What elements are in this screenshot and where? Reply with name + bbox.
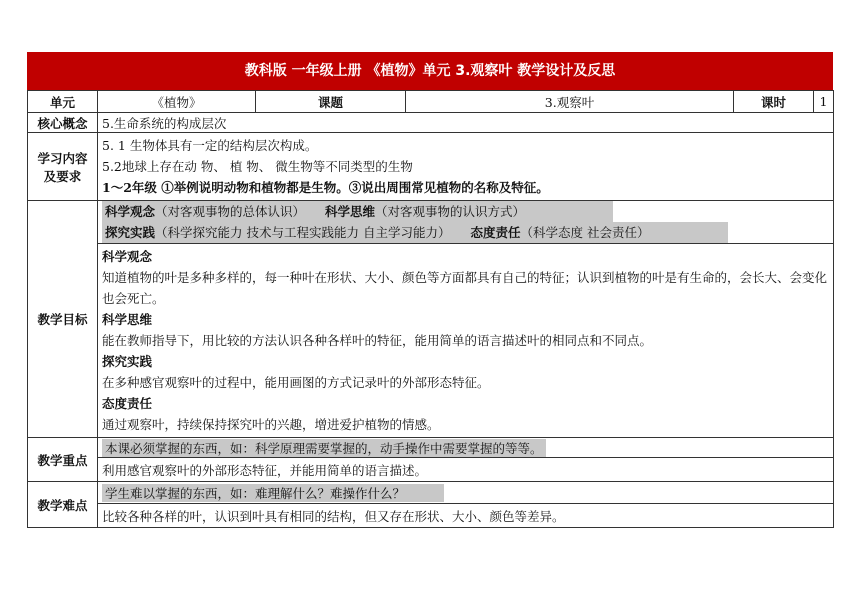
learning-label-line1: 学习内容 (37, 150, 88, 166)
science-thinking-desc: （对客观事物的认识方式） (375, 204, 526, 219)
learning-label-line2: 及要求 (43, 168, 82, 184)
goal-3-text: 在多种感官观察叶的过程中，能用画图的方式记录叶的外部形态特征。 (102, 375, 490, 390)
focus-text-row (28, 458, 834, 482)
goals-body (98, 244, 834, 438)
difficulty-text: 比较各种各样的叶，认识到叶具有相同的结构，但又存在形状、大小、颜色等差异。 (98, 504, 834, 528)
inquiry-practice-tag: 探究实践 (105, 225, 156, 240)
difficulty-hint: 学生难以掌握的东西，如：难理解什么？难操作什么？ (102, 484, 444, 502)
period-label: 课时 (734, 91, 814, 113)
learning-line-2: 5.2地球上存在动 物、 植 物、 微生物等不同类型的生物 (102, 159, 413, 174)
goal-4-text: 通过观察叶，持续保持探究叶的兴趣，增进爱护植物的情感。 (102, 417, 440, 432)
science-concept-tag: 科学观念 (105, 204, 156, 219)
unit-row (28, 91, 834, 113)
focus-hint: 本课必须掌握的东西，如：科学原理需要掌握的，动手操作中需要掌握的等等。 (102, 439, 546, 457)
science-thinking-tag: 科学思维 (325, 204, 376, 219)
period-value: 1 (814, 91, 834, 113)
goals-body-row (28, 244, 834, 438)
learning-content (98, 133, 834, 201)
inquiry-practice-desc: （科学探究能力 技术与工程实践能力 自主学习能力） (155, 225, 451, 240)
topic-value: 3.观察叶 (406, 91, 734, 113)
difficulty-label: 教学难点 (28, 482, 98, 528)
goals-header (98, 201, 834, 244)
goal-1-text: 知道植物的叶是多种多样的，每一种叶在形状、大小、颜色等方面都具有自己的特征；认识到植物的叶是有生命的，会长大、会变化也会死亡。 (102, 270, 828, 306)
unit-label: 单元 (28, 91, 98, 113)
core-concept-row (28, 113, 834, 133)
attitude-tag: 态度责任 (470, 225, 521, 240)
goals-label: 教学目标 (28, 201, 98, 438)
unit-value: 《植物》 (98, 91, 256, 113)
focus-text: 利用感官观察叶的外部形态特征，并能用简单的语言描述。 (98, 458, 834, 482)
lesson-plan-table (27, 90, 834, 528)
topic-label: 课题 (256, 91, 406, 113)
focus-label: 教学重点 (28, 438, 98, 482)
difficulty-hint-row (28, 482, 834, 504)
learning-line-3: 1～2年级 ①举例说明动物和植物都是生物。③说出周围常见植物的名称及特征。 (102, 180, 549, 195)
goal-3-title: 探究实践 (102, 354, 153, 369)
learning-label (28, 133, 98, 201)
focus-hint-row (28, 438, 834, 458)
document-title: 教科版 一年级上册 《植物》单元 3.观察叶 教学设计及反思 (27, 52, 833, 90)
difficulty-text-row (28, 504, 834, 528)
core-concept-value: 5.生命系统的构成层次 (98, 113, 834, 133)
learning-line-1: 5. 1 生物体具有一定的结构层次构成。 (102, 138, 318, 153)
core-concept-label: 核心概念 (28, 113, 98, 133)
goal-4-title: 态度责任 (102, 396, 153, 411)
science-concept-desc: （对客观事物的总体认识） (155, 204, 306, 219)
goal-2-title: 科学思维 (102, 312, 153, 327)
goal-1-title: 科学观念 (102, 249, 153, 264)
attitude-desc: （科学态度 社会责任） (520, 225, 650, 240)
goals-header-row (28, 201, 834, 244)
goal-2-text: 能在教师指导下，用比较的方法认识各种各样叶的特征，能用简单的语言描述叶的相同点和不同点。 (102, 333, 653, 348)
learning-row (28, 133, 834, 201)
goals-header-line-1 (102, 201, 613, 222)
goals-header-line-2 (102, 222, 728, 243)
